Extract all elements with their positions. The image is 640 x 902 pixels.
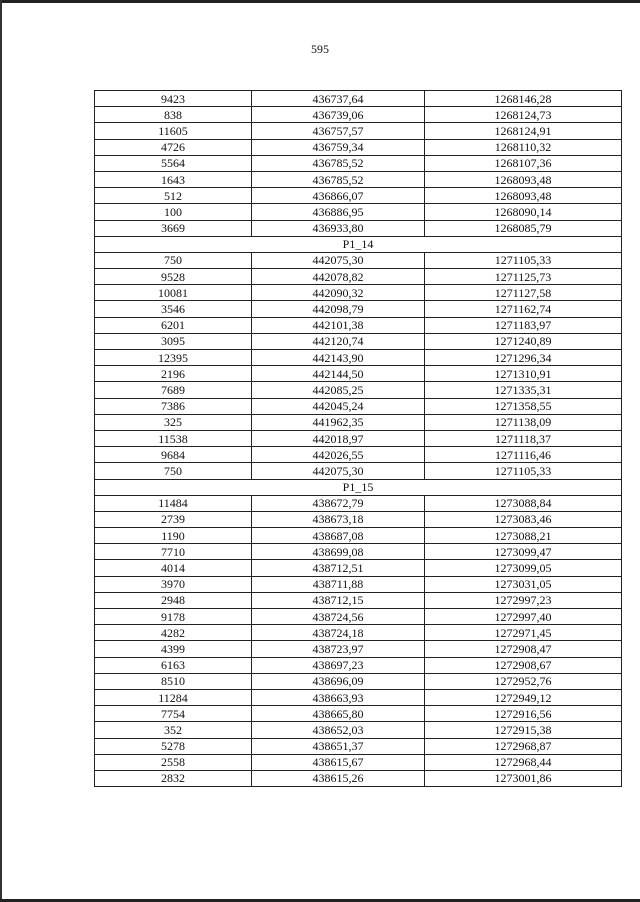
table-row xyxy=(95,430,622,446)
point-number-cell: 750 xyxy=(95,252,252,268)
section-label: P1_15 xyxy=(95,479,622,495)
y-coordinate-cell: 1271105,33 xyxy=(425,252,622,268)
y-coordinate-cell: 1271310,91 xyxy=(425,366,622,382)
point-number-cell: 325 xyxy=(95,414,252,430)
table-row xyxy=(95,495,622,511)
y-coordinate-cell: 1268093,48 xyxy=(425,171,622,187)
x-coordinate-cell: 438724,56 xyxy=(252,609,425,625)
point-number-cell: 11284 xyxy=(95,689,252,705)
x-coordinate-cell: 436739,06 xyxy=(252,107,425,123)
y-coordinate-cell: 1271127,58 xyxy=(425,285,622,301)
y-coordinate-cell: 1268146,28 xyxy=(425,91,622,107)
y-coordinate-cell: 1273099,05 xyxy=(425,560,622,576)
table-row xyxy=(95,609,622,625)
table-row xyxy=(95,139,622,155)
point-number-cell: 2558 xyxy=(95,754,252,770)
point-number-cell: 10081 xyxy=(95,285,252,301)
scan-edge-top xyxy=(0,0,640,3)
table-row xyxy=(95,317,622,333)
y-coordinate-cell: 1272908,47 xyxy=(425,641,622,657)
table-row xyxy=(95,641,622,657)
coordinates-table xyxy=(94,90,622,787)
x-coordinate-cell: 436759,34 xyxy=(252,139,425,155)
table-row xyxy=(95,91,622,107)
point-number-cell: 2832 xyxy=(95,770,252,786)
table-row xyxy=(95,689,622,705)
y-coordinate-cell: 1273001,86 xyxy=(425,770,622,786)
table-row xyxy=(95,301,622,317)
table-row xyxy=(95,447,622,463)
y-coordinate-cell: 1272997,40 xyxy=(425,609,622,625)
y-coordinate-cell: 1271335,31 xyxy=(425,382,622,398)
x-coordinate-cell: 438696,09 xyxy=(252,673,425,689)
page-number: 595 xyxy=(311,42,329,56)
point-number-cell: 3546 xyxy=(95,301,252,317)
y-coordinate-cell: 1268107,36 xyxy=(425,155,622,171)
point-number-cell: 750 xyxy=(95,463,252,479)
x-coordinate-cell: 436785,52 xyxy=(252,171,425,187)
y-coordinate-cell: 1271240,89 xyxy=(425,333,622,349)
x-coordinate-cell: 441962,35 xyxy=(252,414,425,430)
scan-edge-left xyxy=(0,0,2,902)
table-row xyxy=(95,285,622,301)
x-coordinate-cell: 442078,82 xyxy=(252,269,425,285)
x-coordinate-cell: 442120,74 xyxy=(252,333,425,349)
x-coordinate-cell: 442075,30 xyxy=(252,252,425,268)
y-coordinate-cell: 1272968,44 xyxy=(425,754,622,770)
point-number-cell: 6201 xyxy=(95,317,252,333)
section-header-row xyxy=(95,236,622,252)
x-coordinate-cell: 436933,80 xyxy=(252,220,425,236)
y-coordinate-cell: 1272968,87 xyxy=(425,738,622,754)
y-coordinate-cell: 1268110,32 xyxy=(425,139,622,155)
x-coordinate-cell: 442085,25 xyxy=(252,382,425,398)
y-coordinate-cell: 1272997,23 xyxy=(425,592,622,608)
y-coordinate-cell: 1271116,46 xyxy=(425,447,622,463)
x-coordinate-cell: 442026,55 xyxy=(252,447,425,463)
x-coordinate-cell: 438615,67 xyxy=(252,754,425,770)
x-coordinate-cell: 442144,50 xyxy=(252,366,425,382)
y-coordinate-cell: 1272915,38 xyxy=(425,722,622,738)
point-number-cell: 9423 xyxy=(95,91,252,107)
table-row xyxy=(95,366,622,382)
x-coordinate-cell: 438723,97 xyxy=(252,641,425,657)
y-coordinate-cell: 1271296,34 xyxy=(425,350,622,366)
x-coordinate-cell: 436886,95 xyxy=(252,204,425,220)
y-coordinate-cell: 1271125,73 xyxy=(425,269,622,285)
x-coordinate-cell: 438697,23 xyxy=(252,657,425,673)
table-row xyxy=(95,592,622,608)
x-coordinate-cell: 442075,30 xyxy=(252,463,425,479)
point-number-cell: 11484 xyxy=(95,495,252,511)
point-number-cell: 1643 xyxy=(95,171,252,187)
x-coordinate-cell: 436737,64 xyxy=(252,91,425,107)
point-number-cell: 838 xyxy=(95,107,252,123)
table-row xyxy=(95,463,622,479)
y-coordinate-cell: 1273099,47 xyxy=(425,544,622,560)
point-number-cell: 2739 xyxy=(95,511,252,527)
point-number-cell: 9528 xyxy=(95,269,252,285)
table-row xyxy=(95,107,622,123)
y-coordinate-cell: 1272952,76 xyxy=(425,673,622,689)
point-number-cell: 352 xyxy=(95,722,252,738)
x-coordinate-cell: 438711,88 xyxy=(252,576,425,592)
point-number-cell: 7386 xyxy=(95,398,252,414)
y-coordinate-cell: 1271358,55 xyxy=(425,398,622,414)
point-number-cell: 3970 xyxy=(95,576,252,592)
y-coordinate-cell: 1268124,73 xyxy=(425,107,622,123)
point-number-cell: 512 xyxy=(95,188,252,204)
table-row xyxy=(95,414,622,430)
table-row xyxy=(95,382,622,398)
point-number-cell: 8510 xyxy=(95,673,252,689)
x-coordinate-cell: 438615,26 xyxy=(252,770,425,786)
point-number-cell: 5278 xyxy=(95,738,252,754)
table-row xyxy=(95,350,622,366)
table-row xyxy=(95,333,622,349)
table-row xyxy=(95,738,622,754)
section-header-row xyxy=(95,479,622,495)
table-row xyxy=(95,398,622,414)
point-number-cell: 11538 xyxy=(95,430,252,446)
y-coordinate-cell: 1272971,45 xyxy=(425,625,622,641)
x-coordinate-cell: 442101,38 xyxy=(252,317,425,333)
y-coordinate-cell: 1271118,37 xyxy=(425,430,622,446)
point-number-cell: 6163 xyxy=(95,657,252,673)
table-row xyxy=(95,560,622,576)
point-number-cell: 3669 xyxy=(95,220,252,236)
point-number-cell: 11605 xyxy=(95,123,252,139)
x-coordinate-cell: 436757,57 xyxy=(252,123,425,139)
coordinates-table-body xyxy=(95,91,622,787)
point-number-cell: 4726 xyxy=(95,139,252,155)
point-number-cell: 100 xyxy=(95,204,252,220)
table-row xyxy=(95,171,622,187)
x-coordinate-cell: 442098,79 xyxy=(252,301,425,317)
point-number-cell: 12395 xyxy=(95,350,252,366)
y-coordinate-cell: 1268085,79 xyxy=(425,220,622,236)
x-coordinate-cell: 442143,90 xyxy=(252,350,425,366)
y-coordinate-cell: 1271162,74 xyxy=(425,301,622,317)
table-row xyxy=(95,544,622,560)
point-number-cell: 9178 xyxy=(95,609,252,625)
table-row xyxy=(95,673,622,689)
point-number-cell: 2948 xyxy=(95,592,252,608)
table-row xyxy=(95,511,622,527)
y-coordinate-cell: 1273088,21 xyxy=(425,528,622,544)
point-number-cell: 4014 xyxy=(95,560,252,576)
point-number-cell: 7689 xyxy=(95,382,252,398)
x-coordinate-cell: 438712,15 xyxy=(252,592,425,608)
x-coordinate-cell: 442018,97 xyxy=(252,430,425,446)
table-row xyxy=(95,657,622,673)
table-row xyxy=(95,252,622,268)
y-coordinate-cell: 1273083,46 xyxy=(425,511,622,527)
x-coordinate-cell: 438651,37 xyxy=(252,738,425,754)
table-row xyxy=(95,269,622,285)
table-row xyxy=(95,204,622,220)
y-coordinate-cell: 1271105,33 xyxy=(425,463,622,479)
table-row xyxy=(95,770,622,786)
y-coordinate-cell: 1272908,67 xyxy=(425,657,622,673)
x-coordinate-cell: 438672,79 xyxy=(252,495,425,511)
point-number-cell: 3095 xyxy=(95,333,252,349)
table-row xyxy=(95,625,622,641)
point-number-cell: 4399 xyxy=(95,641,252,657)
table-row xyxy=(95,576,622,592)
table-row xyxy=(95,706,622,722)
table-row xyxy=(95,220,622,236)
y-coordinate-cell: 1268093,48 xyxy=(425,188,622,204)
table-row xyxy=(95,528,622,544)
y-coordinate-cell: 1268124,91 xyxy=(425,123,622,139)
x-coordinate-cell: 442090,32 xyxy=(252,285,425,301)
x-coordinate-cell: 438663,93 xyxy=(252,689,425,705)
x-coordinate-cell: 438652,03 xyxy=(252,722,425,738)
y-coordinate-cell: 1268090,14 xyxy=(425,204,622,220)
point-number-cell: 7754 xyxy=(95,706,252,722)
point-number-cell: 5564 xyxy=(95,155,252,171)
y-coordinate-cell: 1273088,84 xyxy=(425,495,622,511)
table-row xyxy=(95,155,622,171)
point-number-cell: 7710 xyxy=(95,544,252,560)
point-number-cell: 9684 xyxy=(95,447,252,463)
x-coordinate-cell: 442045,24 xyxy=(252,398,425,414)
x-coordinate-cell: 438687,08 xyxy=(252,528,425,544)
table-row xyxy=(95,188,622,204)
table-row xyxy=(95,754,622,770)
x-coordinate-cell: 436866,07 xyxy=(252,188,425,204)
x-coordinate-cell: 438699,08 xyxy=(252,544,425,560)
x-coordinate-cell: 438665,80 xyxy=(252,706,425,722)
table-row xyxy=(95,123,622,139)
section-label: P1_14 xyxy=(95,236,622,252)
point-number-cell: 2196 xyxy=(95,366,252,382)
x-coordinate-cell: 436785,52 xyxy=(252,155,425,171)
x-coordinate-cell: 438673,18 xyxy=(252,511,425,527)
y-coordinate-cell: 1272916,56 xyxy=(425,706,622,722)
point-number-cell: 1190 xyxy=(95,528,252,544)
x-coordinate-cell: 438724,18 xyxy=(252,625,425,641)
point-number-cell: 4282 xyxy=(95,625,252,641)
y-coordinate-cell: 1273031,05 xyxy=(425,576,622,592)
y-coordinate-cell: 1271183,97 xyxy=(425,317,622,333)
table-row xyxy=(95,722,622,738)
y-coordinate-cell: 1272949,12 xyxy=(425,689,622,705)
y-coordinate-cell: 1271138,09 xyxy=(425,414,622,430)
x-coordinate-cell: 438712,51 xyxy=(252,560,425,576)
